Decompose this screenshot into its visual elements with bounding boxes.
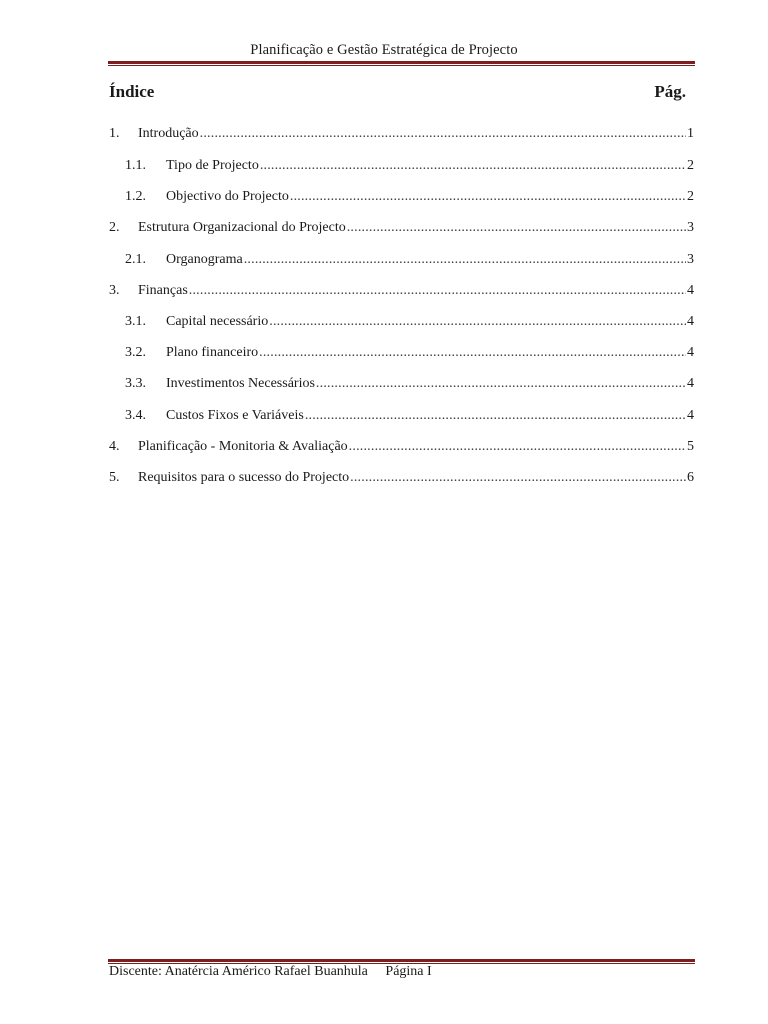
toc-entry-plano-financeiro[interactable] xyxy=(109,343,694,363)
toc-entry-page: 6 xyxy=(687,470,694,485)
toc-entry-estrutura-organizacional[interactable] xyxy=(109,218,694,238)
toc-entry-title: Capital necessário xyxy=(166,314,269,329)
document-header-title: Planificação e Gestão Estratégica de Projecto xyxy=(250,42,518,58)
footer-author: Discente: Anatércia Américo Rafael Buanhula xyxy=(109,964,368,979)
footer-page-label: Página I xyxy=(385,964,432,979)
toc-dot-leader xyxy=(260,156,686,176)
toc-dot-leader xyxy=(316,374,686,394)
toc-dot-leader xyxy=(200,124,686,144)
toc-entry-page: 4 xyxy=(687,314,694,329)
toc-entry-capital-necessario[interactable] xyxy=(109,312,694,332)
toc-entry-introducao[interactable] xyxy=(109,124,694,144)
toc-entry-title: Estrutura Organizacional do Projecto xyxy=(138,220,346,235)
toc-entry-number: 2. xyxy=(109,220,120,235)
toc-entry-investimentos-necessarios[interactable] xyxy=(109,374,694,394)
toc-dot-leader xyxy=(259,343,686,363)
toc-entry-tipo-de-projecto[interactable] xyxy=(109,156,694,176)
toc-entry-organograma[interactable] xyxy=(109,250,694,270)
toc-heading: Índice xyxy=(109,82,155,101)
toc-entry-title: Custos Fixos e Variáveis xyxy=(166,408,304,423)
document-footer xyxy=(109,964,432,980)
toc-entry-objectivo-do-projecto[interactable] xyxy=(109,187,694,207)
toc-entry-title: Plano financeiro xyxy=(166,345,259,360)
toc-entry-title: Tipo de Projecto xyxy=(166,158,259,173)
header-rule xyxy=(108,61,695,66)
toc-entry-page: 4 xyxy=(687,345,694,360)
toc-entry-page: 5 xyxy=(687,439,694,454)
header-rule-thick xyxy=(108,61,695,64)
toc-entry-page: 2 xyxy=(687,189,694,204)
toc-dot-leader xyxy=(349,437,686,457)
toc-dot-leader xyxy=(350,468,686,488)
toc-entry-title: Organograma xyxy=(166,252,243,267)
toc-entry-page: 4 xyxy=(687,376,694,391)
toc-entry-financas[interactable] xyxy=(109,281,694,301)
toc-dot-leader xyxy=(290,187,686,207)
toc-entry-number: 3. xyxy=(109,283,120,298)
toc-entry-title: Investimentos Necessários xyxy=(166,376,315,391)
toc-entry-custos-fixos-e-variaveis[interactable] xyxy=(109,406,694,426)
toc-entry-number: 3.1. xyxy=(125,314,146,329)
toc-entry-title: Introdução xyxy=(138,126,199,141)
toc-entry-page: 1 xyxy=(687,126,694,141)
toc-dot-leader xyxy=(347,218,686,238)
toc-entry-number: 3.4. xyxy=(125,408,146,423)
toc-dot-leader xyxy=(269,312,686,332)
toc-entry-number: 4. xyxy=(109,439,120,454)
toc-entry-title: Planificação - Monitoria & Avaliação xyxy=(138,439,348,454)
toc-dot-leader xyxy=(305,406,686,426)
toc-entry-page: 4 xyxy=(687,408,694,423)
toc-entry-planificacao-monitoria[interactable] xyxy=(109,437,694,457)
header-rule-thin xyxy=(108,65,695,66)
toc-entry-page: 2 xyxy=(687,158,694,173)
toc-entry-number: 5. xyxy=(109,470,120,485)
toc-entry-number: 1.1. xyxy=(125,158,146,173)
footer-rule-thick xyxy=(108,959,695,962)
toc-entry-number: 1.2. xyxy=(125,189,146,204)
toc-dot-leader xyxy=(189,281,686,301)
toc-entry-number: 3.3. xyxy=(125,376,146,391)
toc-entry-page: 3 xyxy=(687,252,694,267)
toc-dot-leader xyxy=(244,250,686,270)
toc-entry-title: Objectivo do Projecto xyxy=(166,189,289,204)
toc-entry-page: 3 xyxy=(687,220,694,235)
toc-heading-row xyxy=(109,82,686,102)
toc-entry-title: Finanças xyxy=(138,283,188,298)
toc-entry-page: 4 xyxy=(687,283,694,298)
toc-entry-number: 1. xyxy=(109,126,120,141)
toc-entry-number: 2.1. xyxy=(125,252,146,267)
toc-entry-requisitos[interactable] xyxy=(109,468,694,488)
toc-entry-number: 3.2. xyxy=(125,345,146,360)
toc-entry-title: Requisitos para o sucesso do Projecto xyxy=(138,470,350,485)
toc-page-heading: Pág. xyxy=(654,82,686,101)
